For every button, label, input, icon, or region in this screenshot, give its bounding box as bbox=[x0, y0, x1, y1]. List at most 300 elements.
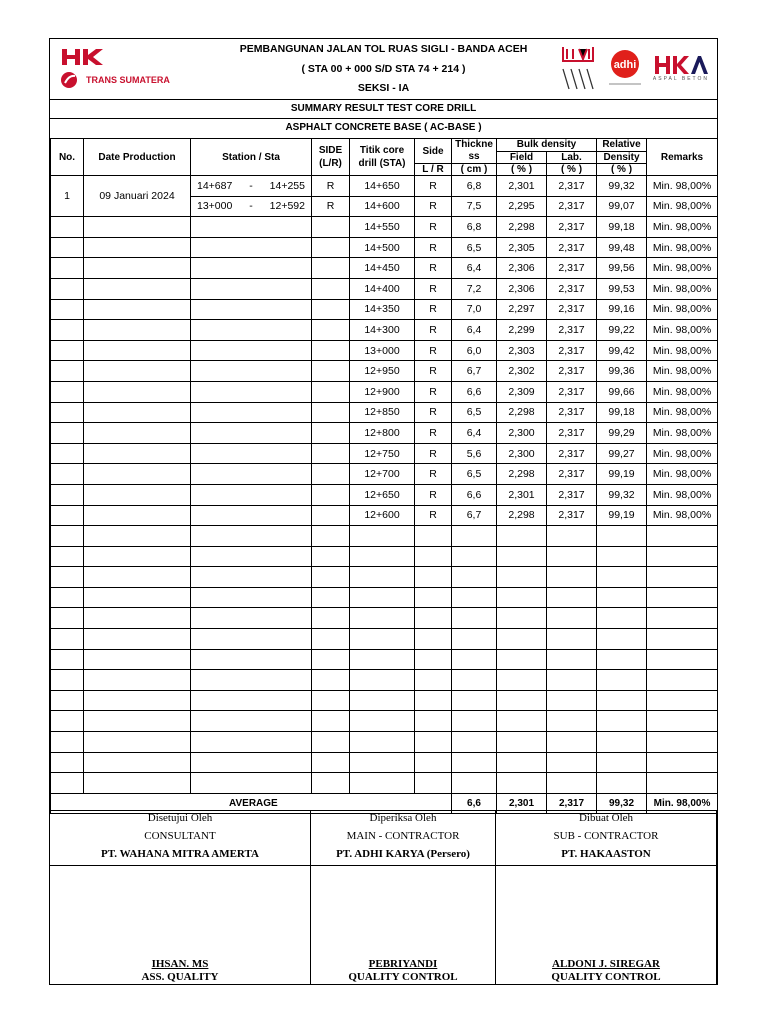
trans-sumatera-text: TRANS SUMATERA bbox=[86, 75, 170, 85]
core-sta: 13+000 bbox=[350, 340, 415, 361]
empty-cell bbox=[350, 608, 415, 629]
empty-cell bbox=[51, 320, 84, 341]
empty-cell bbox=[312, 567, 350, 588]
signatory-role: QUALITY CONTROL bbox=[551, 971, 661, 983]
empty-cell bbox=[51, 299, 84, 320]
signature-top-border bbox=[50, 810, 717, 811]
empty-cell bbox=[647, 690, 718, 711]
average-lab: 2,317 bbox=[547, 793, 597, 814]
core-sta: 14+600 bbox=[350, 196, 415, 217]
empty-cell bbox=[647, 546, 718, 567]
empty-cell bbox=[84, 237, 191, 258]
station-from: 14+687 bbox=[197, 179, 233, 192]
core-side: R bbox=[415, 196, 452, 217]
field-density: 2,298 bbox=[497, 402, 547, 423]
signatory-role: ASS. QUALITY bbox=[141, 971, 219, 983]
empty-cell bbox=[452, 526, 497, 547]
hka-mark-icon bbox=[653, 54, 709, 76]
thickness: 6,4 bbox=[452, 320, 497, 341]
empty-cell bbox=[452, 752, 497, 773]
empty-cell bbox=[191, 464, 312, 485]
empty-cell bbox=[497, 546, 547, 567]
empty-cell bbox=[547, 690, 597, 711]
empty-cell bbox=[84, 546, 191, 567]
signature-divider bbox=[496, 865, 716, 866]
empty-cell bbox=[191, 752, 312, 773]
empty-cell bbox=[191, 711, 312, 732]
signatory-name: ALDONI J. SIREGAR bbox=[552, 958, 660, 970]
relative-density: 99,48 bbox=[597, 237, 647, 258]
project-section: SEKSI - IA bbox=[357, 82, 410, 94]
signature-party: CONSULTANT bbox=[144, 830, 216, 842]
empty-cell bbox=[350, 567, 415, 588]
empty-cell bbox=[84, 320, 191, 341]
thickness: 5,6 bbox=[452, 443, 497, 464]
empty-cell bbox=[547, 567, 597, 588]
project-sta-range: ( STA 00 + 000 S/D STA 74 + 214 ) bbox=[301, 63, 466, 75]
table-row bbox=[51, 690, 718, 711]
empty-cell bbox=[84, 443, 191, 464]
empty-cell bbox=[51, 690, 84, 711]
lab-density: 2,317 bbox=[547, 299, 597, 320]
empty-cell bbox=[312, 526, 350, 547]
empty-cell bbox=[497, 608, 547, 629]
empty-cell bbox=[350, 752, 415, 773]
empty-cell bbox=[84, 526, 191, 547]
empty-cell bbox=[312, 546, 350, 567]
signatory-name: IHSAN. MS bbox=[151, 958, 209, 970]
empty-cell bbox=[312, 299, 350, 320]
empty-cell bbox=[547, 587, 597, 608]
core-sta: 12+950 bbox=[350, 361, 415, 382]
empty-cell bbox=[312, 278, 350, 299]
empty-cell bbox=[547, 629, 597, 650]
core-sta: 12+650 bbox=[350, 484, 415, 505]
signatory-role: QUALITY CONTROL bbox=[348, 971, 458, 983]
empty-cell bbox=[84, 587, 191, 608]
signature-party: MAIN - CONTRACTOR bbox=[346, 830, 460, 842]
empty-cell bbox=[497, 649, 547, 670]
col-field-header: Field bbox=[497, 151, 547, 164]
station-to: 14+255 bbox=[269, 179, 305, 192]
empty-cell bbox=[51, 567, 84, 588]
field-density: 2,301 bbox=[497, 484, 547, 505]
remarks: Min. 98,00% bbox=[647, 484, 718, 505]
empty-cell bbox=[415, 546, 452, 567]
col-station-header: Station / Sta bbox=[191, 139, 312, 176]
empty-cell bbox=[350, 629, 415, 650]
empty-cell bbox=[597, 546, 647, 567]
entry-no: 1 bbox=[51, 176, 84, 217]
empty-cell bbox=[191, 237, 312, 258]
remarks: Min. 98,00% bbox=[647, 196, 718, 217]
core-side: R bbox=[415, 217, 452, 238]
empty-cell bbox=[497, 711, 547, 732]
empty-cell bbox=[312, 237, 350, 258]
remarks: Min. 98,00% bbox=[647, 443, 718, 464]
field-density: 2,297 bbox=[497, 299, 547, 320]
empty-cell bbox=[51, 484, 84, 505]
empty-cell bbox=[84, 608, 191, 629]
empty-cell bbox=[191, 773, 312, 794]
empty-cell bbox=[415, 587, 452, 608]
empty-cell bbox=[647, 526, 718, 547]
report-header bbox=[50, 39, 717, 100]
svg-text:adhi: adhi bbox=[613, 59, 637, 71]
empty-cell bbox=[452, 670, 497, 691]
field-density: 2,300 bbox=[497, 423, 547, 444]
table-header-row-1 bbox=[51, 139, 718, 152]
station-sep: - bbox=[249, 179, 253, 192]
field-density: 2,306 bbox=[497, 278, 547, 299]
empty-cell bbox=[191, 402, 312, 423]
col-side2-sub: L / R bbox=[415, 164, 452, 176]
empty-cell bbox=[312, 505, 350, 526]
empty-cell bbox=[312, 361, 350, 382]
empty-cell bbox=[415, 629, 452, 650]
empty-cell bbox=[647, 649, 718, 670]
core-side: R bbox=[415, 237, 452, 258]
empty-cell bbox=[191, 526, 312, 547]
thickness: 7,0 bbox=[452, 299, 497, 320]
relative-density: 99,18 bbox=[597, 217, 647, 238]
empty-cell bbox=[51, 608, 84, 629]
signature-section bbox=[50, 810, 717, 985]
empty-cell bbox=[312, 670, 350, 691]
empty-cell bbox=[312, 423, 350, 444]
empty-cell bbox=[51, 402, 84, 423]
signature-block bbox=[311, 810, 496, 985]
core-side: R bbox=[415, 361, 452, 382]
empty-cell bbox=[191, 423, 312, 444]
core-sta: 12+600 bbox=[350, 505, 415, 526]
relative-density: 99,66 bbox=[597, 381, 647, 402]
empty-cell bbox=[51, 711, 84, 732]
empty-cell bbox=[51, 773, 84, 794]
table-row bbox=[51, 258, 718, 279]
empty-cell bbox=[415, 608, 452, 629]
relative-density: 99,42 bbox=[597, 340, 647, 361]
empty-cell bbox=[51, 649, 84, 670]
remarks: Min. 98,00% bbox=[647, 505, 718, 526]
empty-cell bbox=[597, 773, 647, 794]
empty-cell bbox=[312, 217, 350, 238]
adhi-logo bbox=[603, 48, 647, 88]
station-range bbox=[191, 176, 312, 197]
core-side: R bbox=[415, 340, 452, 361]
table-row bbox=[51, 587, 718, 608]
relative-density: 99,53 bbox=[597, 278, 647, 299]
report-subtitle: ASPHALT CONCRETE BASE ( AC-BASE ) bbox=[285, 122, 482, 133]
lab-density: 2,317 bbox=[547, 278, 597, 299]
empty-cell bbox=[350, 690, 415, 711]
table-row bbox=[51, 484, 718, 505]
col-titik-header-a: Titik core bbox=[359, 145, 405, 156]
empty-cell bbox=[452, 649, 497, 670]
col-thick-unit: ( cm ) bbox=[452, 164, 497, 176]
empty-cell bbox=[312, 629, 350, 650]
empty-cell bbox=[84, 299, 191, 320]
empty-cell bbox=[415, 690, 452, 711]
signature-caption: Diperiksa Oleh bbox=[369, 812, 437, 824]
col-rel-header-b: Density bbox=[597, 151, 647, 164]
relative-density: 99,18 bbox=[597, 402, 647, 423]
field-density: 2,302 bbox=[497, 361, 547, 382]
lab-density: 2,317 bbox=[547, 443, 597, 464]
empty-cell bbox=[350, 587, 415, 608]
empty-cell bbox=[84, 484, 191, 505]
core-sta: 12+700 bbox=[350, 464, 415, 485]
core-side: R bbox=[415, 176, 452, 197]
empty-cell bbox=[647, 732, 718, 753]
thickness: 6,6 bbox=[452, 484, 497, 505]
core-side: R bbox=[415, 320, 452, 341]
table-row bbox=[51, 567, 718, 588]
core-side: R bbox=[415, 402, 452, 423]
empty-cell bbox=[312, 402, 350, 423]
empty-cell bbox=[84, 423, 191, 444]
thickness: 6,8 bbox=[452, 217, 497, 238]
relative-density: 99,32 bbox=[597, 176, 647, 197]
col-bulk-header: Bulk density bbox=[497, 139, 597, 152]
empty-cell bbox=[51, 526, 84, 547]
col-lab-header: Lab. bbox=[547, 151, 597, 164]
partner-logos bbox=[559, 43, 709, 93]
empty-cell bbox=[312, 752, 350, 773]
table-row bbox=[51, 670, 718, 691]
remarks: Min. 98,00% bbox=[647, 258, 718, 279]
thickness: 7,2 bbox=[452, 278, 497, 299]
core-sta: 12+750 bbox=[350, 443, 415, 464]
empty-cell bbox=[84, 690, 191, 711]
col-remarks-header: Remarks bbox=[647, 139, 718, 176]
col-side-header bbox=[312, 139, 350, 176]
col-rel-unit: ( % ) bbox=[597, 164, 647, 176]
empty-cell bbox=[84, 567, 191, 588]
empty-cell bbox=[415, 711, 452, 732]
empty-cell bbox=[350, 773, 415, 794]
core-side: R bbox=[415, 484, 452, 505]
empty-cell bbox=[452, 711, 497, 732]
station-sep: - bbox=[249, 200, 253, 213]
empty-cell bbox=[547, 773, 597, 794]
table-row bbox=[51, 381, 718, 402]
empty-cell bbox=[452, 608, 497, 629]
core-sta: 12+850 bbox=[350, 402, 415, 423]
empty-cell bbox=[84, 340, 191, 361]
relative-density: 99,32 bbox=[597, 484, 647, 505]
empty-cell bbox=[350, 649, 415, 670]
entry-date: 09 Januari 2024 bbox=[84, 176, 191, 217]
empty-cell bbox=[312, 464, 350, 485]
empty-cell bbox=[312, 711, 350, 732]
empty-cell bbox=[51, 278, 84, 299]
remarks: Min. 98,00% bbox=[647, 237, 718, 258]
empty-cell bbox=[452, 587, 497, 608]
col-thick-header-b: ss bbox=[468, 151, 480, 162]
empty-cell bbox=[497, 587, 547, 608]
col-lab-unit: ( % ) bbox=[547, 164, 597, 176]
thickness: 6,4 bbox=[452, 423, 497, 444]
core-side: R bbox=[415, 423, 452, 444]
empty-cell bbox=[191, 340, 312, 361]
empty-cell bbox=[84, 629, 191, 650]
field-density: 2,300 bbox=[497, 443, 547, 464]
empty-cell bbox=[191, 649, 312, 670]
lab-density: 2,317 bbox=[547, 381, 597, 402]
empty-cell bbox=[597, 752, 647, 773]
table-row bbox=[51, 711, 718, 732]
core-side: R bbox=[415, 464, 452, 485]
empty-cell bbox=[51, 443, 84, 464]
empty-cell bbox=[84, 773, 191, 794]
empty-cell bbox=[547, 608, 597, 629]
empty-cell bbox=[312, 773, 350, 794]
core-side: R bbox=[415, 299, 452, 320]
empty-cell bbox=[191, 361, 312, 382]
lab-density: 2,317 bbox=[547, 258, 597, 279]
empty-cell bbox=[51, 381, 84, 402]
col-side2-header: Side bbox=[415, 139, 452, 164]
report-title: SUMMARY RESULT TEST CORE DRILL bbox=[50, 99, 717, 119]
signature-block bbox=[50, 810, 311, 985]
empty-cell bbox=[350, 526, 415, 547]
empty-cell bbox=[84, 361, 191, 382]
col-thick-header-a: Thickne bbox=[455, 139, 493, 150]
remarks: Min. 98,00% bbox=[647, 278, 718, 299]
empty-cell bbox=[647, 773, 718, 794]
empty-cell bbox=[51, 670, 84, 691]
thickness: 6,6 bbox=[452, 381, 497, 402]
empty-cell bbox=[312, 443, 350, 464]
core-sta: 14+350 bbox=[350, 299, 415, 320]
station-to: 12+592 bbox=[269, 200, 305, 213]
remarks: Min. 98,00% bbox=[647, 423, 718, 444]
col-rel-header-a: Relative bbox=[597, 139, 647, 152]
lab-density: 2,317 bbox=[547, 320, 597, 341]
empty-cell bbox=[647, 587, 718, 608]
col-side-header-b: (L/R) bbox=[319, 158, 342, 169]
remarks: Min. 98,00% bbox=[647, 464, 718, 485]
empty-cell bbox=[312, 732, 350, 753]
empty-cell bbox=[51, 258, 84, 279]
empty-cell bbox=[497, 567, 547, 588]
empty-cell bbox=[597, 629, 647, 650]
lab-density: 2,317 bbox=[547, 484, 597, 505]
thickness: 6,4 bbox=[452, 258, 497, 279]
empty-cell bbox=[51, 587, 84, 608]
empty-cell bbox=[312, 320, 350, 341]
empty-cell bbox=[497, 526, 547, 547]
core-sta: 14+450 bbox=[350, 258, 415, 279]
table-row bbox=[51, 649, 718, 670]
table-row bbox=[51, 237, 718, 258]
lab-density: 2,317 bbox=[547, 340, 597, 361]
empty-cell bbox=[191, 217, 312, 238]
lab-density: 2,317 bbox=[547, 176, 597, 197]
empty-cell bbox=[312, 340, 350, 361]
core-sta: 12+800 bbox=[350, 423, 415, 444]
empty-cell bbox=[497, 732, 547, 753]
relative-density: 99,19 bbox=[597, 505, 647, 526]
relative-density: 99,16 bbox=[597, 299, 647, 320]
empty-cell bbox=[547, 732, 597, 753]
empty-cell bbox=[51, 629, 84, 650]
signature-caption: Dibuat Oleh bbox=[578, 812, 634, 824]
relative-density: 99,56 bbox=[597, 258, 647, 279]
empty-cell bbox=[350, 711, 415, 732]
report-sheet bbox=[49, 38, 718, 985]
empty-cell bbox=[547, 526, 597, 547]
project-title: PEMBANGUNAN JALAN TOL RUAS SIGLI - BANDA ACEH bbox=[239, 43, 528, 55]
empty-cell bbox=[84, 217, 191, 238]
field-density: 2,306 bbox=[497, 258, 547, 279]
relative-density: 99,22 bbox=[597, 320, 647, 341]
remarks: Min. 98,00% bbox=[647, 340, 718, 361]
empty-cell bbox=[51, 217, 84, 238]
empty-cell bbox=[597, 732, 647, 753]
empty-cell bbox=[647, 752, 718, 773]
table-row bbox=[51, 505, 718, 526]
field-density: 2,298 bbox=[497, 505, 547, 526]
average-remarks: Min. 98,00% bbox=[647, 793, 718, 814]
core-sta: 14+500 bbox=[350, 237, 415, 258]
empty-cell bbox=[350, 546, 415, 567]
station-range bbox=[191, 196, 312, 217]
empty-cell bbox=[84, 670, 191, 691]
relative-density: 99,27 bbox=[597, 443, 647, 464]
core-sta: 14+550 bbox=[350, 217, 415, 238]
thickness: 6,5 bbox=[452, 237, 497, 258]
table-row bbox=[51, 629, 718, 650]
table-row bbox=[51, 176, 718, 197]
core-sta: 14+400 bbox=[350, 278, 415, 299]
empty-cell bbox=[191, 732, 312, 753]
col-date-header: Date Production bbox=[84, 139, 191, 176]
signature-divider bbox=[311, 865, 495, 866]
col-titik-header bbox=[350, 139, 415, 176]
table-row bbox=[51, 443, 718, 464]
empty-cell bbox=[191, 443, 312, 464]
empty-cell bbox=[84, 505, 191, 526]
lab-density: 2,317 bbox=[547, 423, 597, 444]
signature-caption: Disetujui Oleh bbox=[147, 812, 213, 824]
empty-cell bbox=[191, 278, 312, 299]
table-row bbox=[51, 752, 718, 773]
thickness: 6,7 bbox=[452, 361, 497, 382]
remarks: Min. 98,00% bbox=[647, 320, 718, 341]
lab-density: 2,317 bbox=[547, 361, 597, 382]
col-side-header-a: SIDE bbox=[318, 145, 343, 156]
kso-logo bbox=[559, 43, 597, 93]
empty-cell bbox=[597, 526, 647, 547]
empty-cell bbox=[312, 484, 350, 505]
table-row bbox=[51, 320, 718, 341]
table-row bbox=[51, 526, 718, 547]
empty-cell bbox=[350, 670, 415, 691]
empty-cell bbox=[312, 381, 350, 402]
empty-cell bbox=[415, 649, 452, 670]
empty-cell bbox=[191, 320, 312, 341]
empty-cell bbox=[497, 773, 547, 794]
core-sta: 14+300 bbox=[350, 320, 415, 341]
signature-party: SUB - CONTRACTOR bbox=[553, 830, 659, 842]
average-label: AVERAGE bbox=[51, 793, 452, 814]
average-relative: 99,32 bbox=[597, 793, 647, 814]
empty-cell bbox=[191, 505, 312, 526]
core-sta: 12+900 bbox=[350, 381, 415, 402]
empty-cell bbox=[452, 732, 497, 753]
